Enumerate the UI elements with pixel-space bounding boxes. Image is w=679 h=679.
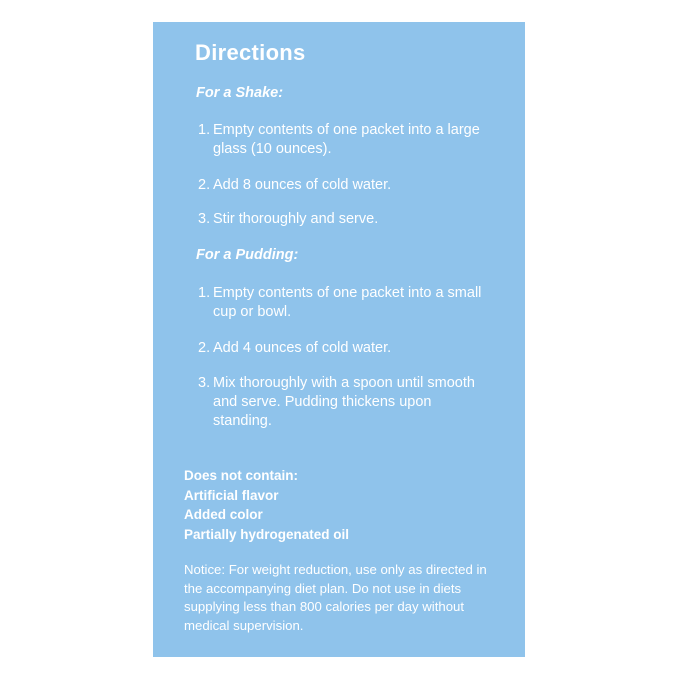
step-number: 2.	[198, 340, 211, 356]
pudding-step-3	[198, 374, 483, 431]
step-text: Mix thoroughly with a spoon until smooth and serve. Pudding thickens upon standing.	[213, 375, 475, 429]
notice-text: Notice: For weight reduction, use only as directed in the accompanying diet plan. Do not use in diets supplying less than 800 calories per day without medical supervision.	[184, 562, 487, 633]
step-text: Add 4 ounces of cold water.	[213, 340, 392, 356]
directions-panel	[153, 22, 525, 657]
shake-step-3	[198, 210, 483, 229]
step-text: Empty contents of one packet into a small cup or bowl.	[213, 285, 482, 320]
page-title: Directions	[195, 40, 306, 65]
step-number: 2.	[198, 177, 211, 193]
exclusion-item: Artificial flavor	[184, 487, 279, 503]
step-text: Empty contents of one packet into a large glass (10 ounces).	[213, 122, 480, 157]
shake-step-2	[198, 176, 483, 195]
step-number: 3.	[198, 375, 211, 391]
step-number: 1.	[198, 122, 211, 138]
exclusion-item: Added color	[184, 507, 263, 522]
does-not-contain-list	[184, 466, 349, 544]
step-text: Stir thoroughly and serve.	[213, 211, 379, 227]
pudding-step-1	[198, 284, 483, 322]
step-number: 1.	[198, 285, 211, 301]
pudding-step-2	[198, 339, 483, 358]
shake-step-1	[198, 121, 483, 159]
shake-section-title: For a Shake:	[196, 85, 284, 101]
pudding-section-title: For a Pudding:	[196, 247, 299, 263]
step-text: Add 8 ounces of cold water.	[213, 177, 392, 193]
exclusion-item: Partially hydrogenated oil	[184, 526, 350, 542]
step-number: 3.	[198, 211, 211, 227]
does-not-contain-title: Does not contain:	[184, 468, 298, 483]
